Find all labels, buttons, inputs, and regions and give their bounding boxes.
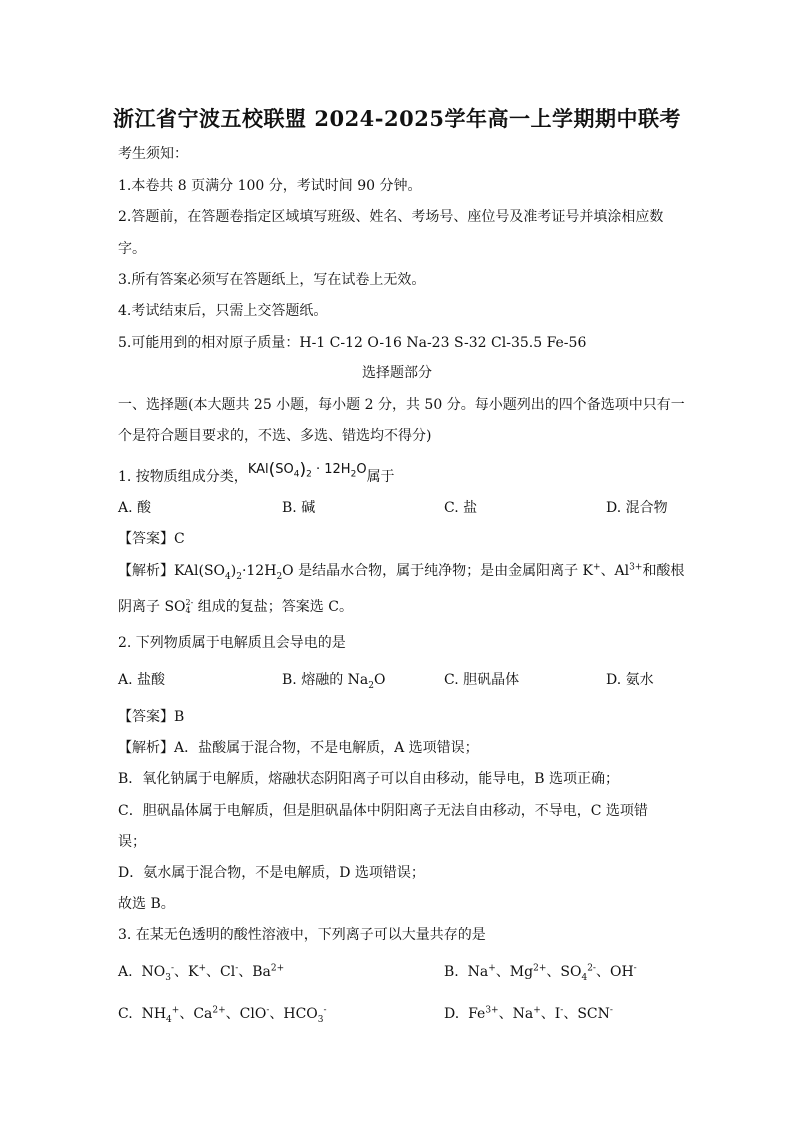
question-1-stem: 1. 按物质组成分类，$KAl(SO_4)_2 \cdot 12H_2O$属于 <box>118 460 395 485</box>
q1-option-d: D. 混合物 <box>606 500 668 516</box>
question-2-stem: 2. 下列物质属于电解质且会导电的是 <box>118 635 346 651</box>
q3-option-b: B. Na+、$Mg^{2+}$、$SO_4^{2-}$、OH- <box>444 963 637 983</box>
notice-item: 3.所有答案必须写在答题纸上，写在试卷上无效。 <box>118 272 426 288</box>
q2-analysis: 故选 B。 <box>118 896 175 912</box>
part-intro: 个是符合题目要求的，不选、多选、错选均不得分) <box>118 428 432 444</box>
q1-option-c: C. 盐 <box>444 500 478 516</box>
q2-option-a: A. 盐酸 <box>118 672 166 688</box>
formula-kal-so4-12h2o: $KAl(SO_4)_2 \cdot 12H_2O$ <box>247 460 367 480</box>
notice-item: 5.可能用到的相对原子质量：H-1 C-12 O-16 Na-23 S-32 Cl-35.5 Fe-56 <box>118 335 587 351</box>
section-title: 选择题部分 <box>362 365 432 381</box>
q2-option-b: B. 熔融的 $Na_2O$ <box>282 672 386 691</box>
q3-option-a: A. $NO_3^-$、K+、Cl-、$Ba^{2+}$ <box>118 963 285 983</box>
q2-option-c: C. 胆矾晶体 <box>444 672 520 688</box>
part-intro: 一、选择题(本大题共 25 小题，每小题 2 分，共 50 分。每小题列出的四个备选项中只有一 <box>118 397 685 413</box>
q2-analysis: B．氧化钠属于电解质，熔融状态阴阳离子可以自由移动，能导电，B 选项正确； <box>118 771 620 787</box>
q1-option-b: B. 碱 <box>282 500 316 516</box>
notice-item: 4.考试结束后，只需上交答题纸。 <box>118 303 328 319</box>
q1-answer: 【答案】C <box>118 531 185 547</box>
notice-item: 1.本卷共 8 页满分 100 分，考试时间 90 分钟。 <box>118 178 422 194</box>
notice-heading: 考生须知： <box>118 146 188 162</box>
q2-answer: 【答案】B <box>118 709 185 725</box>
q2-analysis: 【解析】A．盐酸属于混合物，不是电解质，A 选项错误； <box>118 740 479 756</box>
q2-analysis: C．胆矾晶体属于电解质，但是胆矾晶体中阴阳离子无法自由移动，不导电，C 选项错 <box>118 803 648 819</box>
exam-title: 浙江省宁波五校联盟 2024-2025学年高一上学期期中联考 <box>113 106 681 131</box>
q2-analysis: 误； <box>118 834 146 850</box>
q2-option-d: D. 氨水 <box>606 672 654 688</box>
q1-analysis: 【解析】$KAl(SO_4)_2\cdot 12H_2O$ 是结晶水合物，属于纯净物；是由金属阳离子 K+、$Al^{3+}$和酸根 <box>118 562 685 582</box>
q2-analysis: D．氨水属于混合物，不是电解质，D 选项错误； <box>118 865 425 881</box>
notice-item: 字。 <box>118 241 146 257</box>
question-3-stem: 3. 在某无色透明的酸性溶液中，下列离子可以大量共存的是 <box>118 927 486 943</box>
notice-item: 2.答题前，在答题卷指定区域填写班级、姓名、考场号、座位号及准考证号并填涂相应数 <box>118 209 664 225</box>
q3-option-c: C. $NH_4^+$、$Ca^{2+}$、ClO-、$HCO_3^-$ <box>118 1005 327 1025</box>
q1-option-a: A. 酸 <box>118 500 152 516</box>
q3-option-d: D. $Fe^{3+}$、Na+、I-、SCN- <box>444 1005 613 1022</box>
q1-analysis: 阴离子 SO 2- 4 组成的复盐；答案选 C。 <box>118 598 353 615</box>
